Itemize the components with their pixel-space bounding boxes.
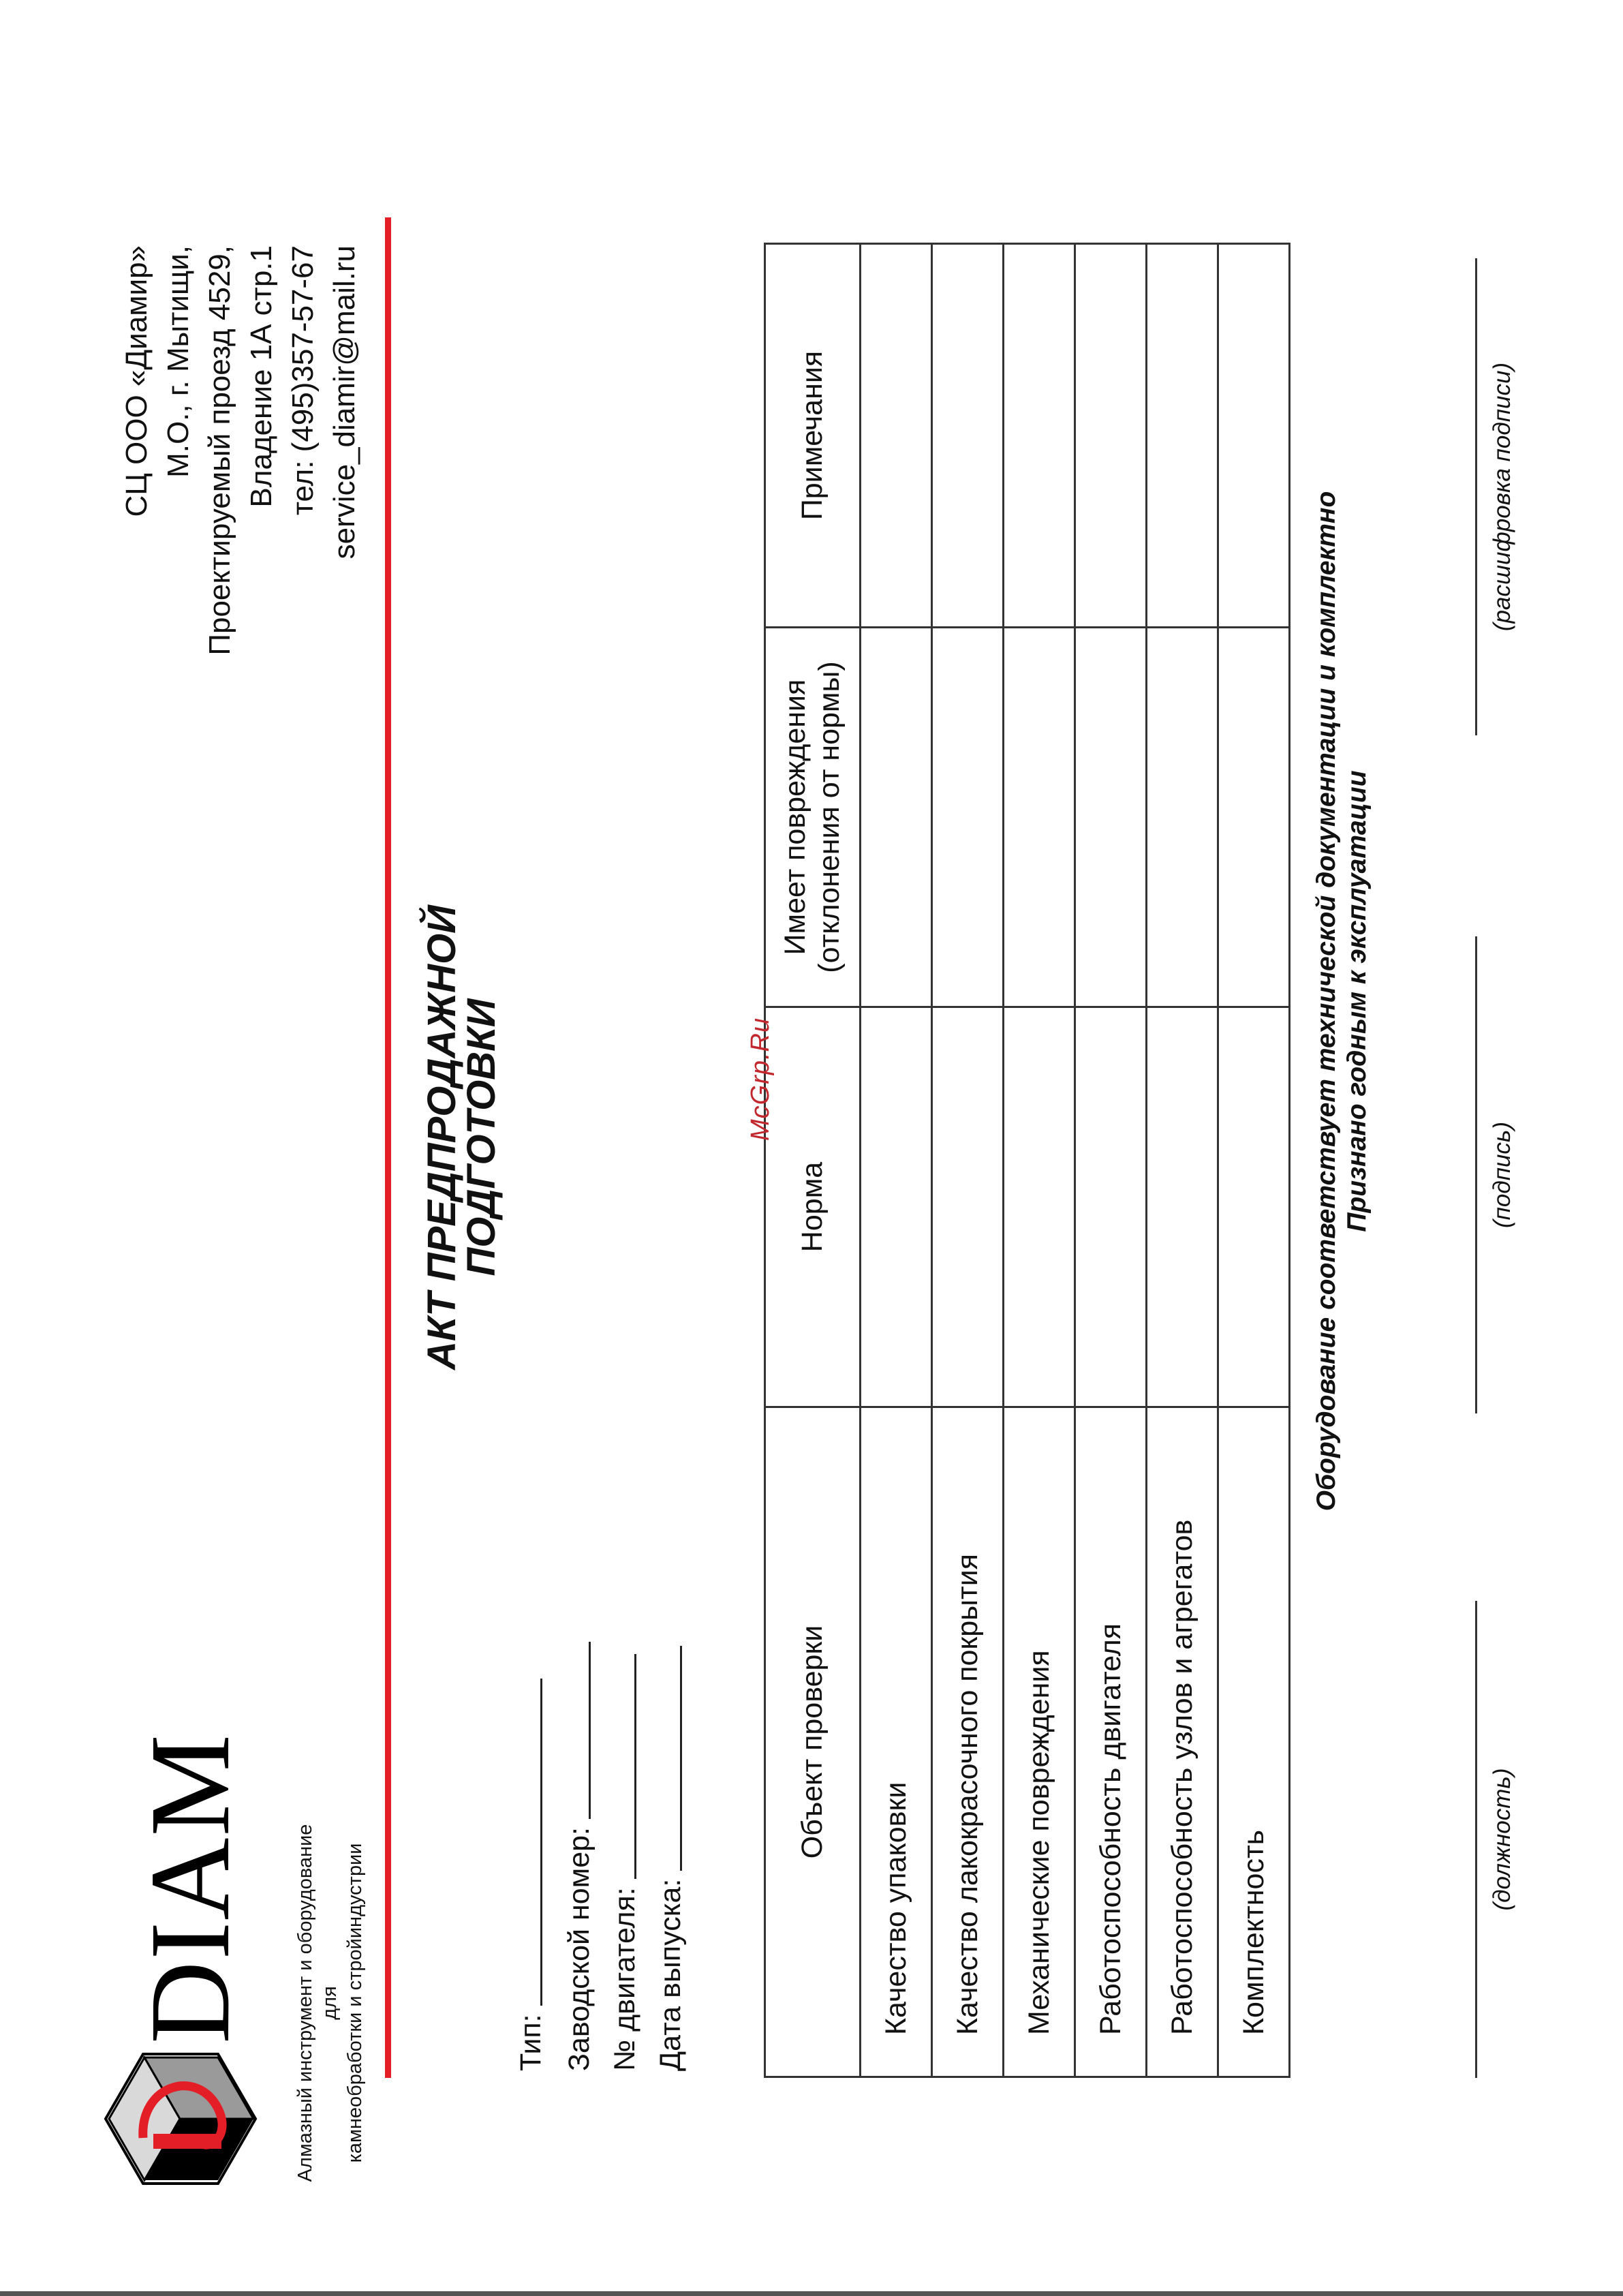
release-date-input-line[interactable] bbox=[680, 1646, 682, 1871]
header-norm: Норма bbox=[765, 1007, 861, 1407]
cell-norm[interactable] bbox=[861, 1007, 932, 1407]
serial-number-field bbox=[563, 1642, 596, 2071]
company-name: СЦ ООО «Диамир» bbox=[120, 245, 153, 517]
cell-damage[interactable] bbox=[861, 628, 932, 1007]
signature-caption: (подпись) bbox=[1489, 1122, 1515, 1229]
cell-damage[interactable] bbox=[932, 628, 1004, 1007]
cell-damage[interactable] bbox=[1218, 628, 1290, 1007]
engine-number-input-line[interactable] bbox=[634, 1654, 636, 1879]
decoding-caption: (расшифровка подписи) bbox=[1489, 362, 1515, 632]
cell-notes[interactable] bbox=[1004, 244, 1075, 628]
position-caption: (должность) bbox=[1489, 1768, 1515, 1911]
cell-norm[interactable] bbox=[1075, 1007, 1147, 1407]
table-row bbox=[861, 244, 932, 2077]
row-object: Комплектность bbox=[1218, 1407, 1290, 2077]
header-damage-line-1: Имеет повреждения bbox=[779, 679, 812, 955]
cell-norm[interactable] bbox=[1147, 1007, 1218, 1407]
company-city: М.О., г. Мытищи, bbox=[161, 245, 195, 478]
brand-tagline bbox=[293, 1819, 367, 2187]
bottom-edge-strip bbox=[0, 2291, 1623, 2296]
cell-damage[interactable] bbox=[1075, 628, 1147, 1007]
watermark-text: McGrp.Ru bbox=[746, 1017, 775, 1141]
cell-notes[interactable] bbox=[932, 244, 1004, 628]
verdict-line-1: Оборудование соответствует технической документации и комплектно bbox=[1312, 491, 1341, 1512]
verdict-line-2: Признано годным к эксплуатации bbox=[1342, 770, 1372, 1232]
table-row bbox=[1218, 244, 1290, 2077]
serial-number-label: Заводской номер: bbox=[563, 1827, 596, 2071]
table-row bbox=[1004, 244, 1075, 2077]
inspection-table bbox=[764, 243, 1290, 2078]
table-header-row bbox=[765, 244, 861, 2077]
cell-damage[interactable] bbox=[1004, 628, 1075, 1007]
decoding-signature-line[interactable] bbox=[1475, 258, 1477, 735]
signature-line[interactable] bbox=[1475, 936, 1477, 1413]
table-row bbox=[1075, 244, 1147, 2077]
cell-damage[interactable] bbox=[1147, 628, 1218, 1007]
row-object: Работоспособность узлов и агрегатов bbox=[1147, 1407, 1218, 2077]
cell-notes[interactable] bbox=[861, 244, 932, 628]
company-address-block bbox=[116, 245, 365, 656]
release-date-label: Дата выпуска: bbox=[654, 1878, 687, 2071]
position-signature-line[interactable] bbox=[1475, 1601, 1477, 2078]
company-email: service_diamir@mail.ru bbox=[328, 245, 361, 560]
type-input-line[interactable] bbox=[540, 1679, 542, 2006]
cell-norm[interactable] bbox=[932, 1007, 1004, 1407]
serial-number-input-line[interactable] bbox=[589, 1642, 591, 1819]
company-phone: тел: (495)357-57-67 bbox=[286, 245, 320, 516]
company-building: Владение 1А стр.1 bbox=[245, 245, 278, 508]
table-row bbox=[1147, 244, 1218, 2077]
verdict-statement bbox=[1312, 320, 1373, 1683]
table-row bbox=[932, 244, 1004, 2077]
row-object: Механические повреждения bbox=[1004, 1407, 1075, 2077]
header-damage bbox=[765, 628, 861, 1007]
engine-number-label: № двигателя: bbox=[608, 1887, 641, 2071]
release-date-field bbox=[654, 1646, 687, 2071]
diam-logo-icon bbox=[102, 2051, 259, 2187]
document-title: АКТ ПРЕДПРОДАЖНОЙ ПОДГОТОВКИ bbox=[420, 905, 504, 1370]
header-notes: Примечания bbox=[765, 244, 861, 628]
header-damage-line-2: (отклонения от нормы) bbox=[812, 661, 846, 973]
tagline-line-2: камнеобработки и стройиндустрии bbox=[343, 1843, 366, 2163]
header-divider bbox=[385, 217, 391, 2078]
cell-notes[interactable] bbox=[1075, 244, 1147, 628]
header-object: Объект проверки bbox=[765, 1407, 861, 2077]
cell-norm[interactable] bbox=[1218, 1007, 1290, 1407]
type-field bbox=[514, 1679, 548, 2071]
type-label: Тип: bbox=[514, 2014, 547, 2071]
tagline-line-1: Алмазный инструмент и оборудование для bbox=[294, 1824, 341, 2182]
row-object: Работоспособность двигателя bbox=[1075, 1407, 1147, 2077]
cell-notes[interactable] bbox=[1147, 244, 1218, 628]
row-object: Качество упаковки bbox=[861, 1407, 932, 2077]
company-street: Проектируемый проезд 4529, bbox=[203, 245, 236, 656]
engine-number-field bbox=[608, 1654, 642, 2071]
row-object: Качество лакокрасочного покрытия bbox=[932, 1407, 1004, 2077]
cell-norm[interactable] bbox=[1004, 1007, 1075, 1407]
brand-name: DIAM bbox=[127, 1733, 253, 2044]
cell-notes[interactable] bbox=[1218, 244, 1290, 628]
